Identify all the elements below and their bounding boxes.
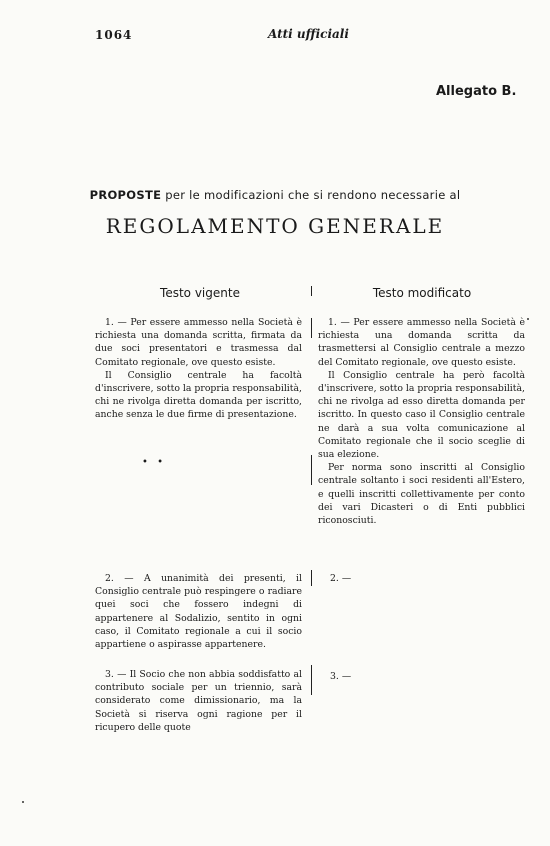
- allegato-label: Allegato B.: [436, 84, 517, 99]
- running-header: Atti ufficiali: [268, 27, 349, 41]
- column-divider-mark-4: [311, 665, 312, 695]
- left-art2-para: 2. — A unanimità dei presenti, il Consiglio centrale può respingere o radiare quei soci che fossero indegni di appartenere al Sodalizio, sentito in ogni caso, il Comitato regionale a cui il socio appartiene o aspirasse appartenere.: [95, 573, 302, 651]
- right-art1-para1: 1. — Per essere ammesso nella Società è richiesta una domanda scritta da trasmettersi al Consiglio centrale a mezzo del Comitato regionale, ove questo esiste.: [318, 317, 525, 368]
- page-number: 1064: [95, 28, 133, 42]
- print-speck: [527, 318, 529, 320]
- right-article-1: [318, 316, 525, 527]
- left-art1-para1: 1. — Per essere ammesso nella Società è richiesta una domanda scritta, firmata da due soci presentatori e trasmessa dal Comitato regionale, ove questo esiste.: [95, 317, 302, 368]
- right-art1-para3: Per norma sono inscritti al Consiglio centrale soltanto i soci residenti all'Estero, e quelli inscritti collettivamente per conto dei vari Dicasteri o di Enti pubblici riconosciuti.: [318, 462, 525, 527]
- column-divider-mark: [311, 318, 312, 338]
- left-column-heading: Testo vigente: [160, 286, 240, 300]
- right-article-2: 2. —: [330, 573, 352, 584]
- proposte-lead: PROPOSTE: [89, 188, 162, 202]
- left-article-3: [95, 668, 302, 734]
- left-article-1: [95, 316, 302, 422]
- document-title: REGOLAMENTO GENERALE: [105, 214, 445, 238]
- left-art1-para2: Il Consiglio centrale ha facoltà d'inscrivere, sotto la propria responsabilità, chi ne rivolga diretta domanda per iscritto, anche senza le due firme di presentazione.: [95, 369, 302, 421]
- proposte-line: [0, 188, 550, 202]
- column-divider-mark-2: [311, 455, 312, 485]
- right-column-heading: Testo modificato: [372, 286, 472, 300]
- right-article-3: 3. —: [330, 671, 352, 682]
- print-speck: [22, 801, 24, 803]
- right-art1-para2: Il Consiglio centrale ha però facoltà d'inscrivere, sotto la propria responsabilità, chi ne rivolga ad esso diretta domanda per iscritto. In questo caso il Consiglio centrale ne darà a sua volta comunicazione al Comitato regionale che il socio sceglie di sua elezione.: [318, 369, 525, 461]
- left-article-2: [95, 572, 302, 651]
- column-divider-top: [311, 286, 312, 296]
- left-art3-para: 3. — Il Socio che non abbia soddisfatto al contributo sociale per un triennio, sarà considerato come dimissionario, ma la Società si riserva ogni ragione per il ricupero delle quote: [95, 669, 302, 733]
- proposte-rest: per le modificazioni che si rendono necessarie al: [165, 188, 461, 202]
- left-ellipsis-dots: • •: [142, 457, 166, 468]
- column-divider-mark-3: [311, 570, 312, 586]
